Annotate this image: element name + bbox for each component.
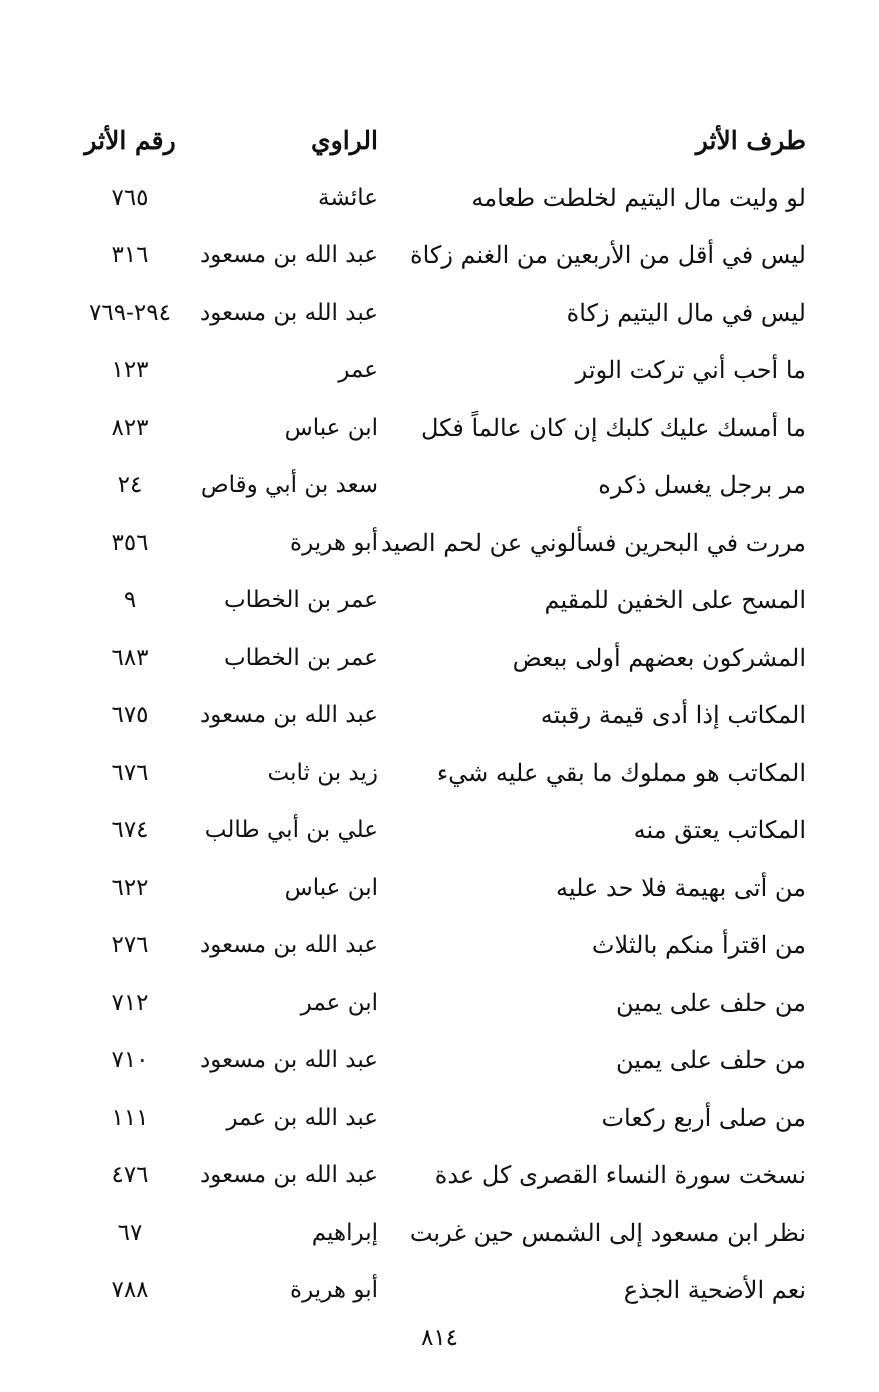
narrator: زيد بن ثابت (267, 759, 378, 786)
athar-number: ٢٩٤-٧٦٩ (89, 299, 171, 326)
athar-number: ٣٥٦ (111, 529, 149, 556)
table-row (60, 974, 820, 1032)
page-number: ٨١٤ (420, 1325, 459, 1351)
athar-text: نسخت سورة النساء القصرى كل عدة (434, 1161, 806, 1190)
athar-number: ٦٧٤ (111, 817, 149, 844)
athar-number: ٢٧٦ (111, 932, 149, 959)
header-number-column: رقم الأثر (84, 126, 176, 155)
table-header (60, 112, 820, 169)
table-row (60, 1147, 820, 1205)
table-row (60, 802, 820, 860)
athar-text: ما أمسك عليك كلبك إن كان عالماً فكل (421, 413, 806, 442)
table-row (60, 457, 820, 515)
narrator: عبد الله بن مسعود (200, 242, 378, 269)
athar-number: ٤٧٦ (111, 1162, 149, 1189)
header-text-column: طرف الأثر (695, 126, 806, 155)
narrator: ابن عمر (300, 989, 378, 1016)
athar-text: ليس في مال اليتيم زكاة (566, 298, 806, 327)
table-row (60, 284, 820, 342)
table-row (60, 687, 820, 745)
athar-number: ٦٧ (117, 1219, 143, 1246)
athar-text: نظر ابن مسعود إلى الشمس حين غربت (409, 1218, 806, 1247)
table-row (60, 572, 820, 630)
athar-text: ما أحب أني تركت الوتر (575, 356, 806, 385)
athar-text: من حلف على يمين (616, 988, 806, 1017)
athar-number: ٢٤ (117, 472, 143, 499)
athar-text: المسح على الخفين للمقيم (544, 586, 806, 615)
table-row (60, 744, 820, 802)
athar-text: من حلف على يمين (616, 1046, 806, 1075)
athar-text: ليس في أقل من الأربعين من الغنم زكاة (410, 241, 806, 270)
narrator: عبد الله بن مسعود (200, 1047, 378, 1074)
athar-index-table (60, 112, 820, 1319)
table-row (60, 917, 820, 975)
table-body (60, 169, 820, 1319)
table-row (60, 1204, 820, 1262)
narrator: أبو هريرة (290, 1277, 378, 1304)
athar-text: من اقترأ منكم بالثلاث (591, 931, 806, 960)
table-row (60, 169, 820, 227)
narrator: عمر بن الخطاب (223, 644, 378, 671)
table-row (60, 399, 820, 457)
table-row (60, 1089, 820, 1147)
table-row (60, 514, 820, 572)
athar-number: ٣١٦ (111, 242, 149, 269)
athar-text: مررت في البحرين فسألوني عن لحم الصيد (380, 528, 806, 557)
athar-number: ٧٨٨ (111, 1277, 149, 1304)
athar-text: لو وليت مال اليتيم لخلطت طعامه (471, 183, 806, 212)
narrator: عائشة (318, 184, 378, 211)
narrator: عبد الله بن عمر (226, 1104, 378, 1131)
athar-text: المشركون بعضهم أولى ببعض (512, 643, 806, 672)
athar-number: ٦٧٦ (111, 759, 149, 786)
narrator: سعد بن أبي وقاص (200, 472, 378, 499)
narrator: علي بن أبي طالب (204, 817, 378, 844)
narrator: إبراهيم (311, 1219, 378, 1246)
table-row (60, 1262, 820, 1320)
athar-number: ٧٦٥ (111, 184, 149, 211)
narrator: عبد الله بن مسعود (200, 299, 378, 326)
table-row (60, 227, 820, 285)
athar-text: المكاتب هو مملوك ما بقي عليه شيء (436, 758, 806, 787)
athar-number: ٦٨٣ (111, 644, 149, 671)
table-row (60, 859, 820, 917)
header-narrator-column: الراوي (311, 126, 378, 155)
athar-text: نعم الأضحية الجذع (623, 1276, 806, 1305)
narrator: عبد الله بن مسعود (200, 932, 378, 959)
athar-number: ١٢٣ (111, 357, 149, 384)
athar-text: المكاتب يعتق منه (633, 816, 806, 845)
athar-text: من صلى أربع ركعات (601, 1103, 806, 1132)
athar-number: ٩ (123, 587, 137, 614)
athar-text: من أتى بهيمة فلا حد عليه (556, 873, 806, 902)
athar-number: ٧١٢ (111, 989, 149, 1016)
narrator: عبد الله بن مسعود (200, 702, 378, 729)
athar-number: ١١١ (111, 1104, 149, 1131)
athar-text: المكاتب إذا أدى قيمة رقبته (540, 701, 806, 730)
athar-number: ٦٢٢ (111, 874, 149, 901)
table-row (60, 342, 820, 400)
athar-text: مر برجل يغسل ذكره (598, 471, 806, 500)
narrator: عمر بن الخطاب (223, 587, 378, 614)
narrator: عمر (338, 357, 378, 384)
narrator: ابن عباس (284, 874, 378, 901)
table-row (60, 629, 820, 687)
table-row (60, 1032, 820, 1090)
narrator: أبو هريرة (290, 529, 378, 556)
athar-number: ٦٧٥ (111, 702, 149, 729)
narrator: عبد الله بن مسعود (200, 1162, 378, 1189)
narrator: ابن عباس (284, 414, 378, 441)
athar-number: ٧١٠ (111, 1047, 149, 1074)
athar-number: ٨٢٣ (111, 414, 149, 441)
